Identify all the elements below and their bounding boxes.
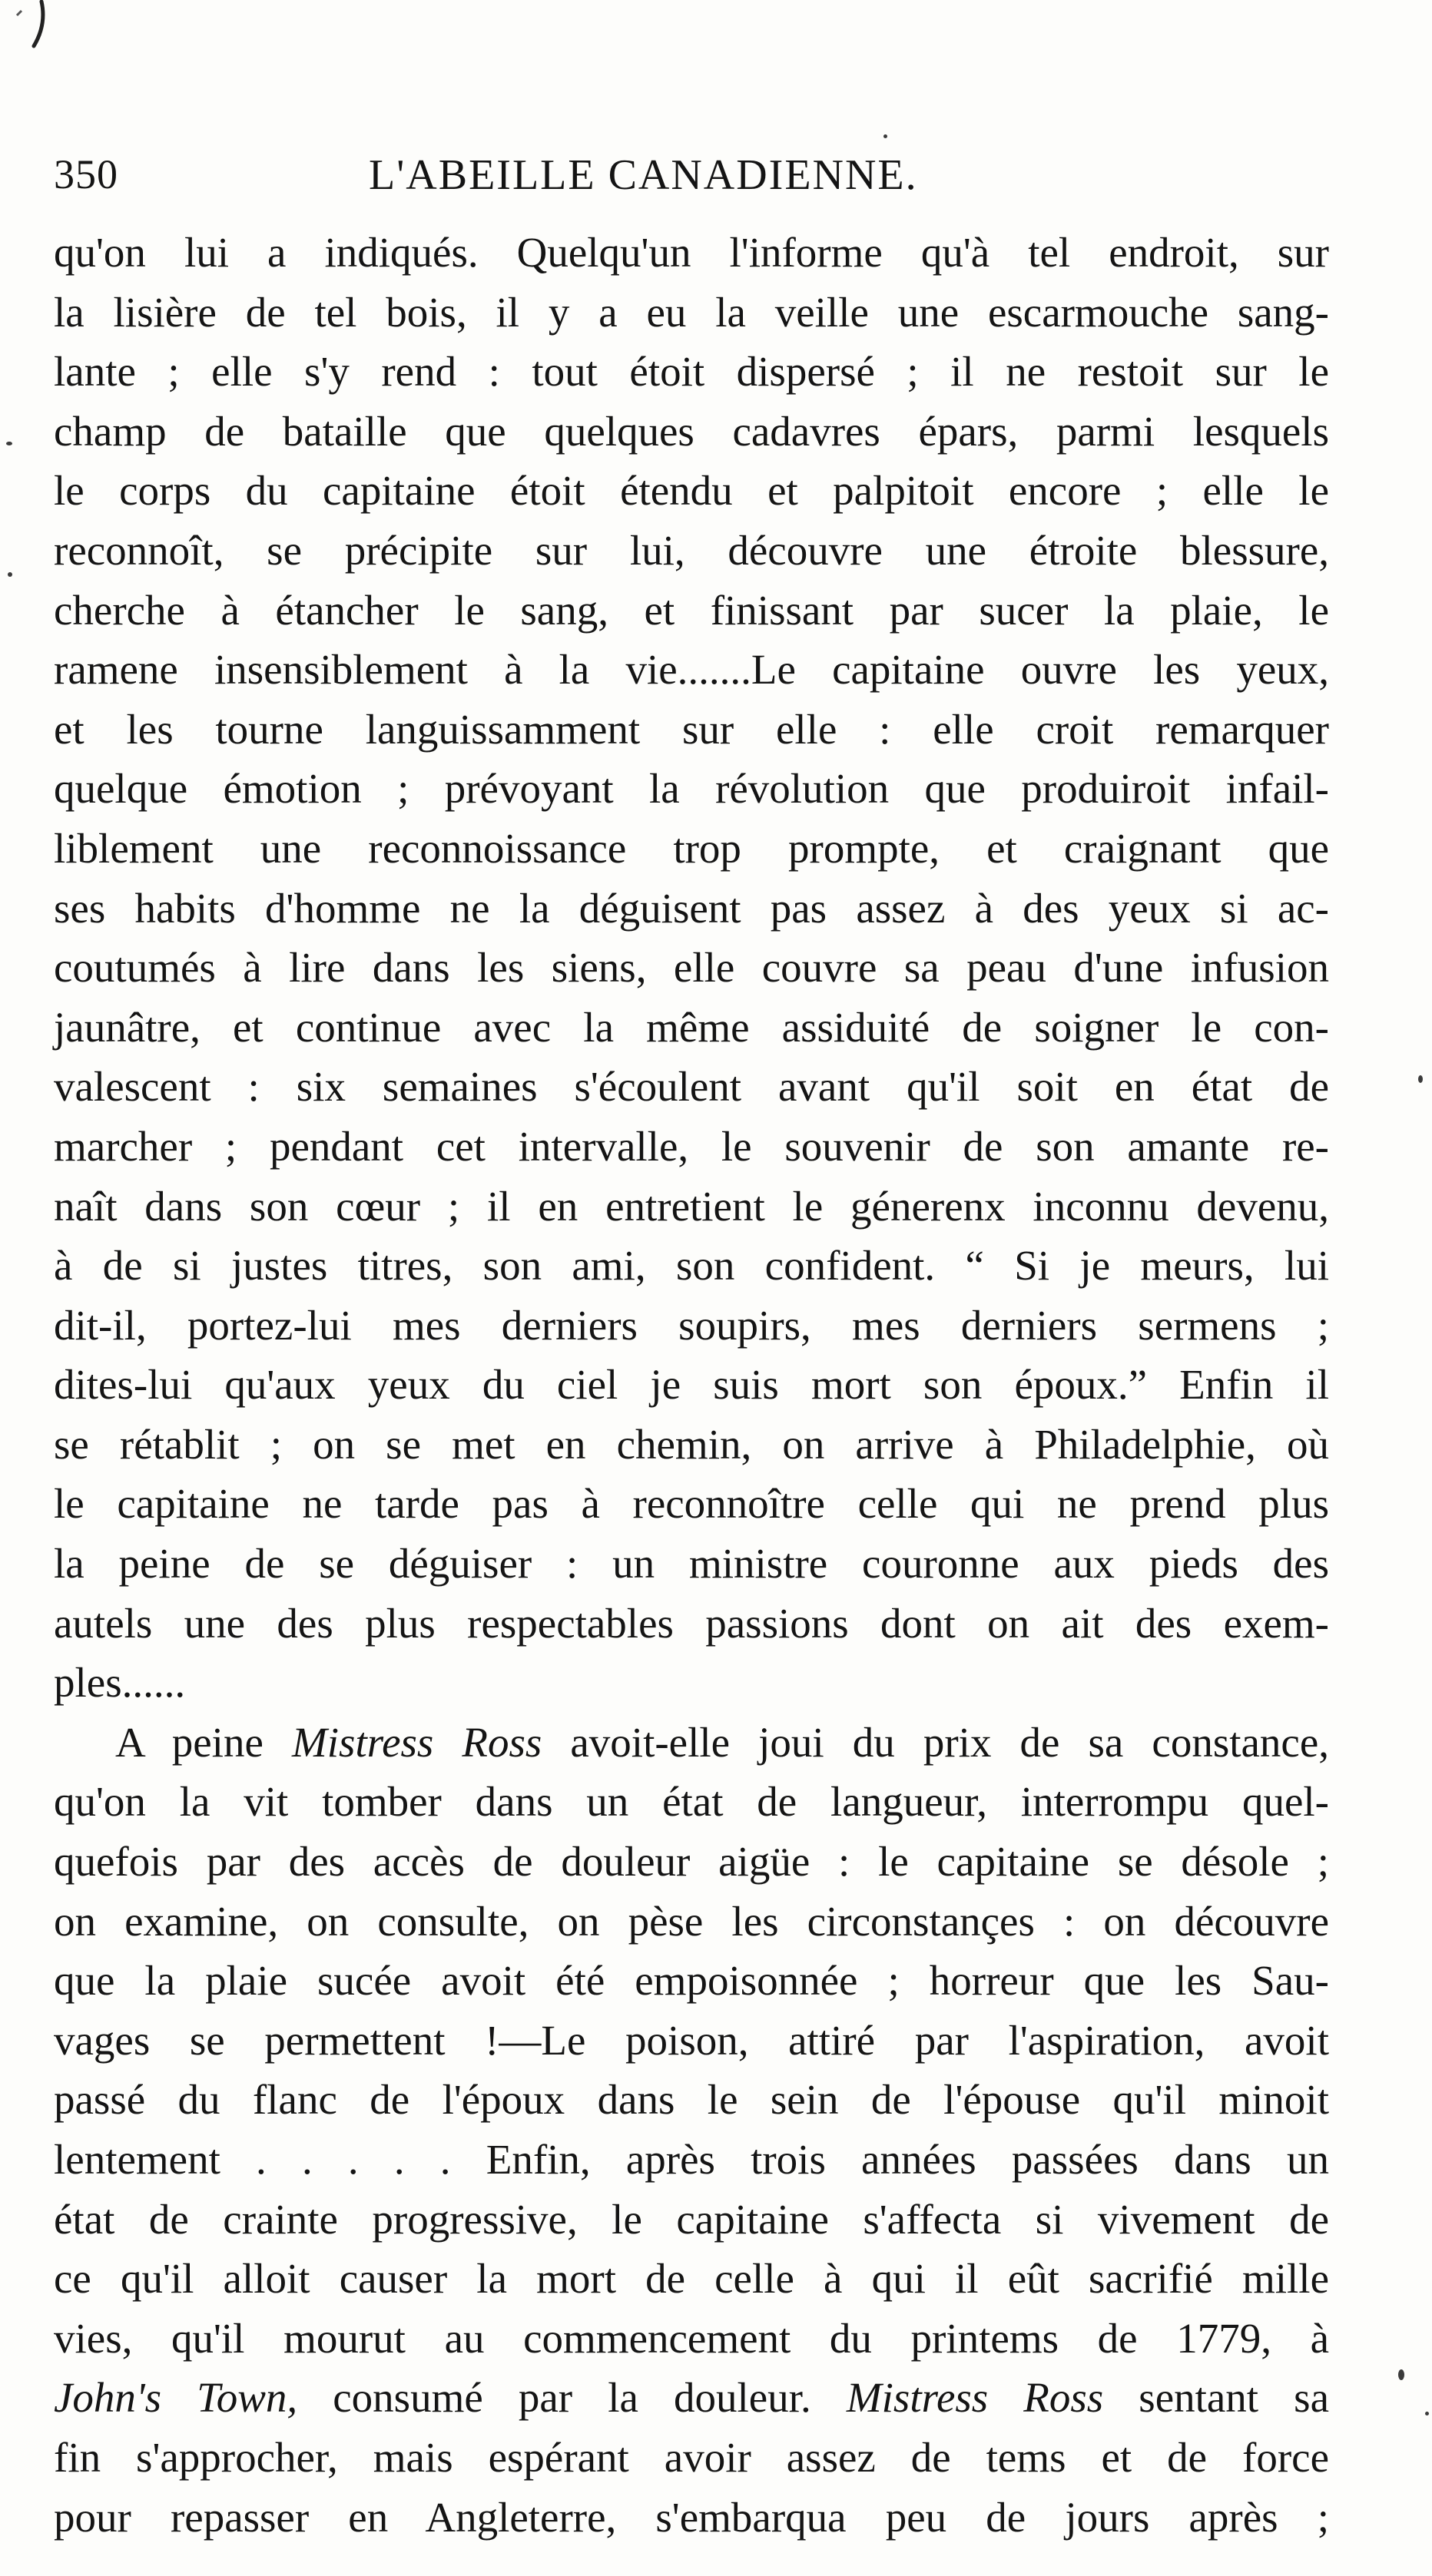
text-line: passé du flanc de l'époux dans le sein de l'épouse qu'il minoit	[54, 2076, 1329, 2124]
text-line: le corps du capitaine étoit étendu et palpitoit encore ; elle le	[54, 467, 1329, 515]
text-line	[54, 2368, 1329, 2428]
text-line	[54, 1713, 1329, 1773]
text-line: dites-lui qu'aux yeux du ciel je suis mort son époux.” Enfin il	[54, 1361, 1329, 1409]
italic-name: Mistress Ross	[291, 1718, 542, 1766]
page-header	[31, 151, 1352, 212]
body-text	[54, 223, 1329, 2547]
text-line: ramene insensiblement à la vie.......Le capitaine ouvre les yeux,	[54, 646, 1329, 694]
text-line: coutumés à lire dans les siens, elle couvre sa peau d'une infusion	[54, 944, 1329, 992]
text-line: vies, qu'il mourut au commencement du printems de 1779, à	[54, 2314, 1329, 2362]
text-segment: consumé par la douleur.	[297, 2374, 847, 2422]
ink-speck	[883, 134, 887, 138]
text-line: dit-il, portez-lui mes derniers soupirs, mes derniers sermens ;	[54, 1301, 1329, 1349]
text-line: marcher ; pendant cet intervalle, le souvenir de son amante re-	[54, 1122, 1329, 1170]
ink-speck	[1425, 2412, 1429, 2415]
text-line: le capitaine ne tarde pas à reconnoître celle qui ne prend plus	[54, 1480, 1329, 1528]
text-line: qu'on la vit tomber dans un état de langueur, interrompu quel-	[54, 1778, 1329, 1826]
text-line: à de si justes titres, son ami, son confident. “ Si je meurs, lui	[54, 1242, 1329, 1290]
text-line: lentement . . . . . Enfin, après trois années passées dans un	[54, 2136, 1329, 2183]
text-line: on examine, on consulte, on pèse les circonstançes : on découvre	[54, 1897, 1329, 1945]
text-line: ce qu'il alloit causer la mort de celle à qui il eût sacrifié mille	[54, 2255, 1329, 2303]
text-line: la peine de se déguiser : un ministre couronne aux pieds des	[54, 1540, 1329, 1588]
text-line: jaunâtre, et continue avec la même assiduité de soigner le con-	[54, 1003, 1329, 1051]
italic-name: John's Town,	[54, 2374, 298, 2422]
text-line: lante ; elle s'y rend : tout étoit dispersé ; il ne restoit sur le	[54, 348, 1329, 396]
text-line: reconnoît, se précipite sur lui, découvre une étroite blessure,	[54, 526, 1329, 574]
text-segment: sentant sa	[1103, 2374, 1329, 2422]
text-line: valescent : six semaines s'écoulent avant qu'il soit en état de	[54, 1063, 1329, 1111]
text-line: et les tourne languissamment sur elle : elle croit remarquer	[54, 705, 1329, 753]
text-line: la lisière de tel bois, il y a eu la veille une escarmouche sang-	[54, 288, 1329, 336]
text-line: autels une des plus respectables passions dont on ait des exem-	[54, 1599, 1329, 1647]
ink-mark-icon	[11, 0, 57, 54]
text-line: état de crainte progressive, le capitaine s'affecta si vivement de	[54, 2195, 1329, 2243]
text-line: pour repasser en Angleterre, s'embarqua peu de jours après ;	[54, 2493, 1329, 2541]
text-line: qu'on lui a indiqués. Quelqu'un l'informe qu'à tel endroit, sur	[54, 229, 1329, 276]
ink-speck	[6, 442, 12, 445]
text-line: se rétablit ; on se met en chemin, on arrive à Philadelphie, où	[54, 1420, 1329, 1468]
text-line: quefois par des accès de douleur aigüe : le capitaine se désole ;	[54, 1838, 1329, 1886]
text-line: quelque émotion ; prévoyant la révolution que produiroit infail-	[54, 765, 1329, 813]
text-segment: A peine	[115, 1718, 292, 1766]
text-line: cherche à étancher le sang, et finissant par sucer la plaie, le	[54, 586, 1329, 634]
text-segment: avoit-elle joui du prix de sa constance,	[542, 1718, 1329, 1766]
text-line: fin s'approcher, mais espérant avoir assez de tems et de force	[54, 2433, 1329, 2481]
ink-speck	[1398, 2369, 1404, 2380]
ink-speck	[1418, 1075, 1423, 1083]
text-line: que la plaie sucée avoit été empoisonnée ; horreur que les Sau-	[54, 1957, 1329, 2005]
text-line: liblement une reconnoissance trop prompte, et craignant que	[54, 824, 1329, 872]
page-number: 350	[54, 151, 118, 197]
italic-name: Mistress Ross	[846, 2374, 1104, 2422]
ink-speck	[8, 572, 12, 577]
running-title: L'ABEILLE CANADIENNE.	[369, 151, 918, 199]
text-line: ses habits d'homme ne la déguisent pas assez à des yeux si ac-	[54, 884, 1329, 932]
text-line: vages se permettent !—Le poison, attiré par l'aspiration, avoit	[54, 2016, 1329, 2064]
text-line: naît dans son cœur ; il en entretient le génerenx inconnu devenu,	[54, 1182, 1329, 1230]
text-line: ples......	[54, 1659, 186, 1707]
text-line: champ de bataille que quelques cadavres épars, parmi lesquels	[54, 407, 1329, 455]
